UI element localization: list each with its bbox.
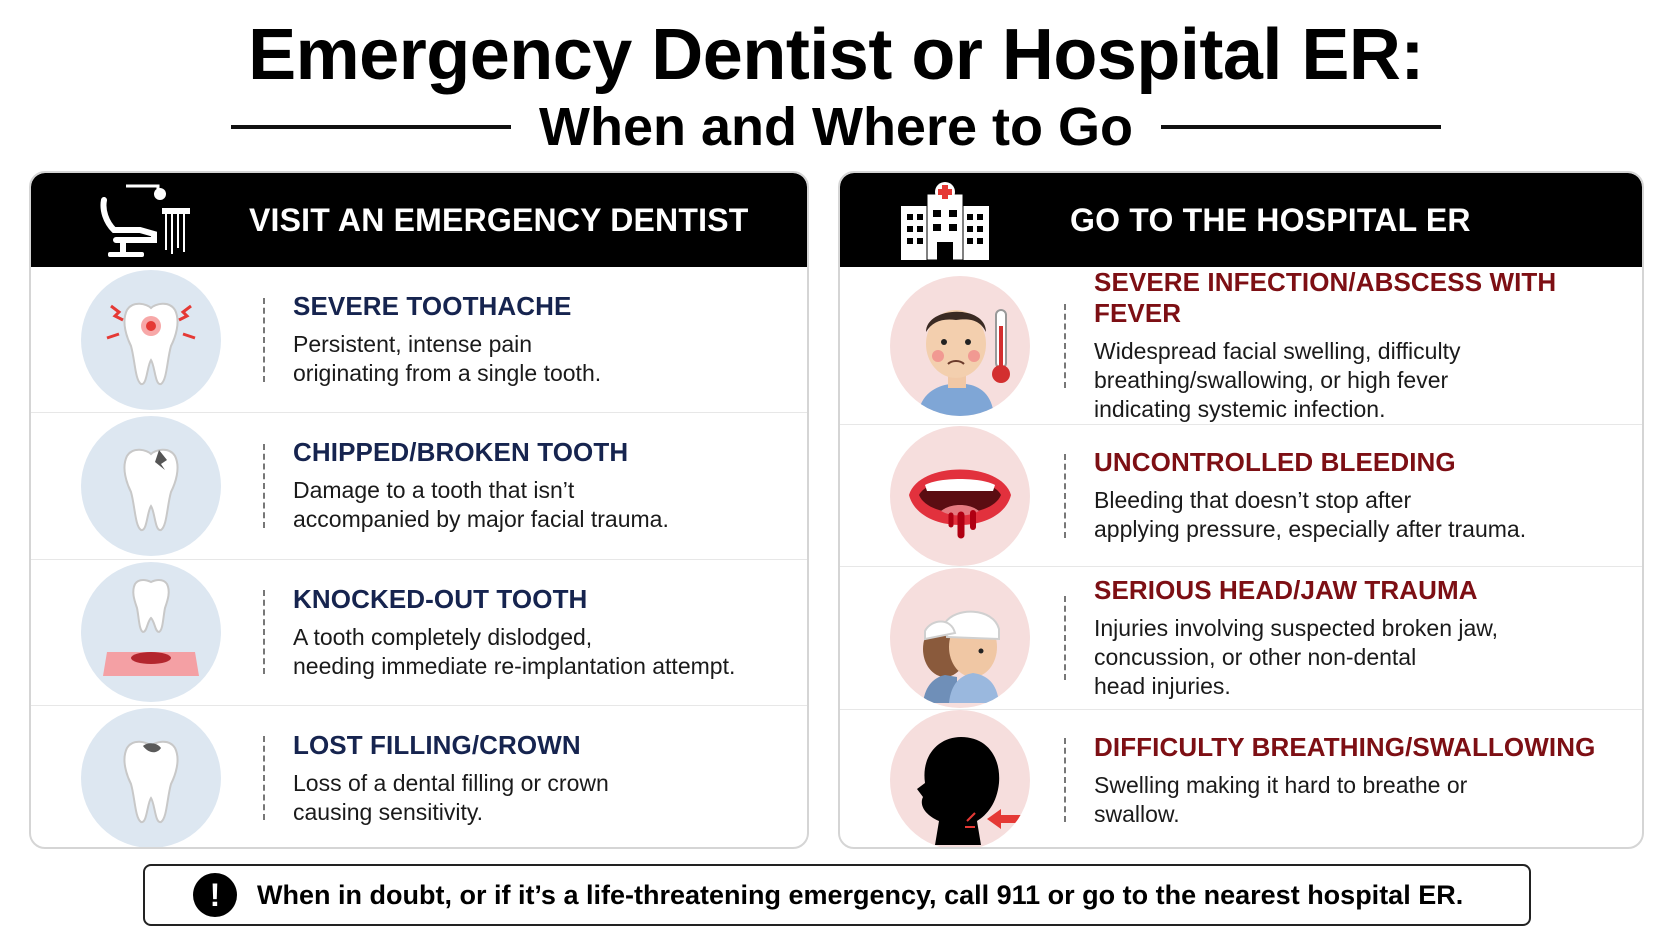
- dentist-list: [31, 267, 807, 849]
- hospital-panel: [838, 171, 1644, 849]
- dentist-panel-heading: VISIT AN EMERGENCY DENTIST: [249, 201, 749, 238]
- subtitle-rule-right: [1161, 125, 1441, 129]
- page-subtitle: When and Where to Go: [539, 97, 1133, 157]
- row-divider: [263, 298, 265, 382]
- row-divider: [1064, 304, 1066, 388]
- list-item: [31, 413, 807, 559]
- item-title: LOST FILLING/CROWN: [293, 729, 581, 760]
- item-title: KNOCKED-OUT TOOTH: [293, 583, 588, 614]
- bleeding-mouth-icon: [890, 426, 1030, 566]
- item-description: A tooth completely dislodged, needing immediate re-implantation attempt.: [293, 623, 736, 679]
- dentist-panel-header: [31, 173, 807, 267]
- bandaged-head-icon: [890, 568, 1030, 708]
- aching-tooth-icon: [81, 270, 221, 410]
- list-item: [840, 267, 1642, 425]
- list-item: [840, 567, 1642, 709]
- item-title: DIFFICULTY BREATHING/SWALLOWING: [1094, 731, 1596, 762]
- list-item: [31, 560, 807, 706]
- item-title: SEVERE TOOTHACHE: [293, 291, 572, 322]
- row-divider: [263, 590, 265, 674]
- row-text: [293, 584, 735, 681]
- list-item: [31, 267, 807, 413]
- item-title: SEVERE INFECTION/ABSCESS WITH FEVER: [1094, 267, 1557, 328]
- hospital-panel-heading: GO TO THE HOSPITAL ER: [1070, 201, 1471, 238]
- knocked-out-tooth-icon: [81, 562, 221, 702]
- row-text: [1094, 732, 1595, 829]
- item-description: Persistent, intense pain originating from a single tooth.: [293, 331, 602, 387]
- notice-text: When in doubt, or if it’s a life-threatening emergency, call 911 or go to the nearest hospital ER.: [257, 879, 1464, 910]
- row-text: [1094, 575, 1498, 701]
- hospital-list: [840, 267, 1642, 849]
- row-text: [293, 730, 609, 827]
- dental-chair-icon: [91, 173, 201, 267]
- subtitle-row: [0, 92, 1672, 162]
- feverish-face-thermometer-icon: [890, 276, 1030, 416]
- list-item: [31, 706, 807, 849]
- row-text: [293, 291, 601, 388]
- hospital-building-icon: [890, 173, 1000, 267]
- emergency-notice: [143, 864, 1531, 926]
- row-divider: [1064, 454, 1066, 538]
- row-divider: [263, 736, 265, 820]
- row-divider: [263, 444, 265, 528]
- row-divider: [1064, 596, 1066, 680]
- row-text: [1094, 267, 1642, 424]
- row-divider: [1064, 738, 1066, 822]
- item-description: Loss of a dental filling or crown causing sensitivity.: [293, 769, 609, 825]
- chipped-tooth-icon: [81, 416, 221, 556]
- row-text: [1094, 447, 1526, 544]
- list-item: [840, 710, 1642, 849]
- dentist-panel: [29, 171, 809, 849]
- page-title: Emergency Dentist or Hospital ER:: [248, 15, 1424, 95]
- item-title: SERIOUS HEAD/JAW TRAUMA: [1094, 574, 1478, 605]
- item-description: Injuries involving suspected broken jaw, concussion, or other non-dental head injuries.: [1094, 614, 1499, 699]
- item-description: Damage to a tooth that isn’t accompanied by major facial trauma.: [293, 477, 669, 533]
- item-title: CHIPPED/BROKEN TOOTH: [293, 437, 629, 468]
- subtitle-rule-left: [231, 125, 511, 129]
- throat-swelling-silhouette-icon: [890, 710, 1030, 849]
- hospital-panel-header: [840, 173, 1642, 267]
- list-item: [840, 425, 1642, 567]
- row-text: [293, 437, 669, 534]
- exclamation-icon: !: [193, 873, 237, 917]
- item-description: Bleeding that doesn’t stop after applying pressure, especially after trauma.: [1094, 487, 1527, 543]
- lost-filling-tooth-icon: [81, 708, 221, 848]
- item-title: UNCONTROLLED BLEEDING: [1094, 447, 1456, 478]
- item-description: Widespread facial swelling, difficulty breathing/swallowing, or high fever indicating systemic infection.: [1094, 338, 1461, 422]
- item-description: Swelling making it hard to breathe or swallow.: [1094, 771, 1468, 827]
